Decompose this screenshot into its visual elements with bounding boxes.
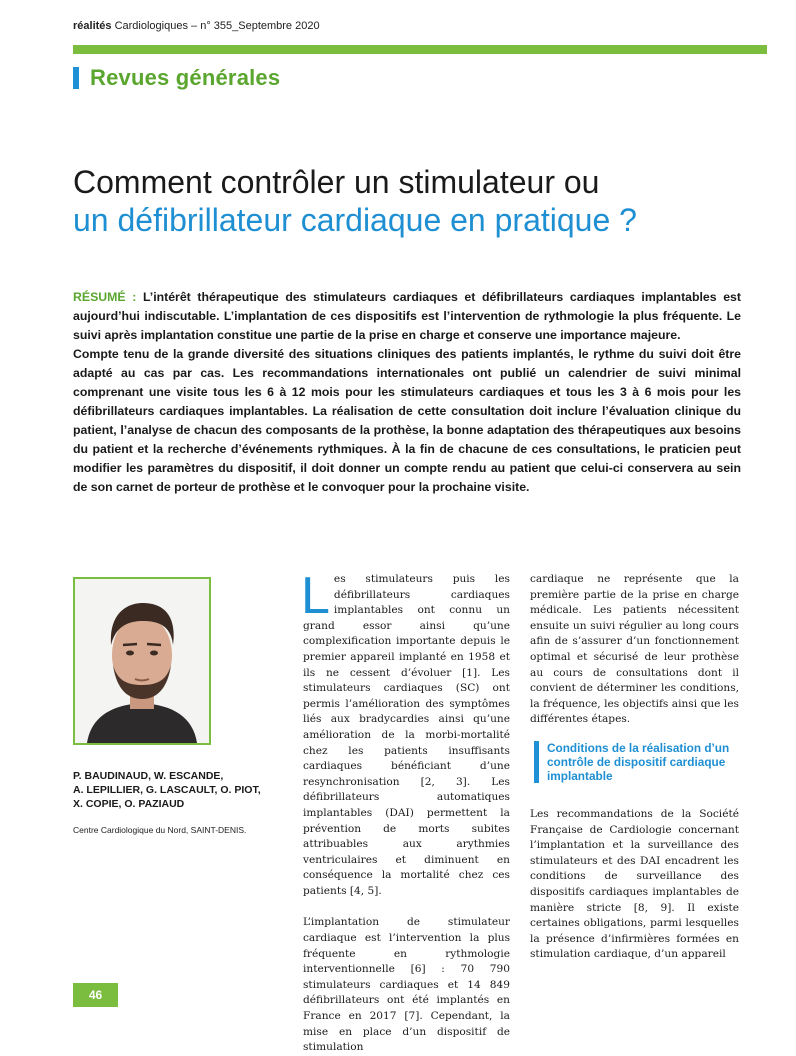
body-paragraph-1 [301, 567, 510, 899]
journal-brand: réalités [73, 20, 112, 32]
body-column-2 [530, 572, 739, 728]
title-line-1: Comment contrôler un stimulateur ou [73, 164, 600, 201]
subheading [534, 741, 744, 783]
authors-line-3: X. COPIE, O. PAZIAUD [73, 798, 185, 810]
author-affiliation: Centre Cardiologique du Nord, SAINT-DENIS. [73, 825, 247, 835]
running-header [73, 20, 320, 32]
abstract-paragraph-1 [73, 288, 741, 345]
drop-cap: L [301, 567, 330, 625]
author-photo [73, 577, 211, 745]
body-column-2-continued [530, 807, 739, 963]
subheading-marker [534, 741, 539, 783]
author-list [73, 769, 273, 811]
body-column-1 [301, 567, 510, 1056]
section-heading [73, 64, 280, 92]
body-paragraph-3: cardiaque ne représente que la première partie de la prise en charge médicale. Les patients nécessitent ensuite un suivi régulier au long cours afin de s’assurer d’un fonctionnement optimal et sécurisé de leur prothèse au cours de consultations dont il convient de déterminer les conditions, la fréquence, les objectifs ainsi que les différentes étapes. [530, 573, 739, 726]
header-rule [73, 45, 767, 54]
author-portrait-illustration [75, 579, 209, 743]
section-label: Revues générales [90, 65, 281, 90]
abstract [73, 288, 741, 497]
journal-issue: Cardiologiques – n° 355_Septembre 2020 [111, 20, 320, 32]
body-paragraph-1-text: es stimulateurs puis les défibrillateurs cardiaques implantables ont connu un grand essor ainsi qu’une complexification importante depuis le premier appareil implanté en 1958 et ils ne cessent d’évoluer [1]. Les stimulateurs cardiaques (SC) ont permis l’amélioration des symptômes liés aux bradycardies ainsi qu’une amélioration de la morbi-mortalité chez les patients insuffisants cardiaques bénéficiant d’une resynchronisation [2, 3]. Les défibrillateurs automatiques implantables (DAI) permettent la prévention de morts subites attribuables aux arythmies ventriculaires et diminuent en conséquence la mortalité chez ces patients [4, 5]. [303, 573, 510, 897]
abstract-text-1: L’intérêt thérapeutique des stimulateurs cardiaques et défibrillateurs cardiaques implantables est aujourd’hui indiscutable. L’implantation de ces dispositifs est l’intervention de rythmologie la plus fréquente. Le suivi après implantation constitue une partie de la prise en charge et conserve une importance majeure. [73, 290, 741, 342]
subheading-text: Conditions de la réalisation d’un contrôle de dispositif cardiaque implantable [547, 741, 730, 783]
title-line-2: un défibrillateur cardiaque en pratique ? [73, 202, 637, 239]
article-title [73, 163, 773, 239]
abstract-label: RÉSUMÉ : [73, 290, 137, 304]
abstract-paragraph-2: Compte tenu de la grande diversité des situations cliniques des patients implantés, le rythme du suivi doit être adapté au cas par cas. Les recommandations internationales ont publié un calendrier de suivi minimal comprenant une visite tous les 6 à 12 mois pour les stimulateurs cardiaques et tous les 3 à 6 mois pour les défibrillateurs cardiaques implantables. La réalisation de cette consultation doit inclure l’évaluation clinique du patient, l’analyse de chacun des composants de la prothèse, la bonne adaptation des thérapeutiques aux besoins du patient et la recherche d’événements rythmiques. À la fin de chacune de ces consultations, le praticien peut modifier les paramètres du dispositif, il doit donner un compte rendu au patient que celui-ci conservera au sein de son carnet de porteur de prothèse et le convoquer pour la prochaine visite. [73, 347, 741, 494]
authors-line-2: A. LEPILLIER, G. LASCAULT, O. PIOT, [73, 784, 261, 796]
authors-line-1: P. BAUDINAUD, W. ESCANDE, [73, 770, 224, 782]
page-number: 46 [73, 983, 118, 1007]
section-marker [73, 67, 79, 89]
body-paragraph-2: L’implantation de stimulateur cardiaque est l’intervention la plus fréquente en rythmologie interventionnelle [6] : 70 790 stimulateurs cardiaques et 14 849 défibrillateurs ont été implantés en France en 2017 [7]. Cependant, la mise en place d’un dispositif de stimulation [303, 916, 510, 1054]
body-paragraph-4: Les recommandations de la Société Française de Cardiologie concernant l’implantation et la surveillance des stimulateurs et des DAI encadrent les conditions de surveillance des dispositifs cardiaques implantables de manière stricte [8, 9]. Il existe certaines obligations, parmi lesquelles la présence d’infirmières formées en stimulation cardiaque, d’un appareil [530, 808, 739, 961]
